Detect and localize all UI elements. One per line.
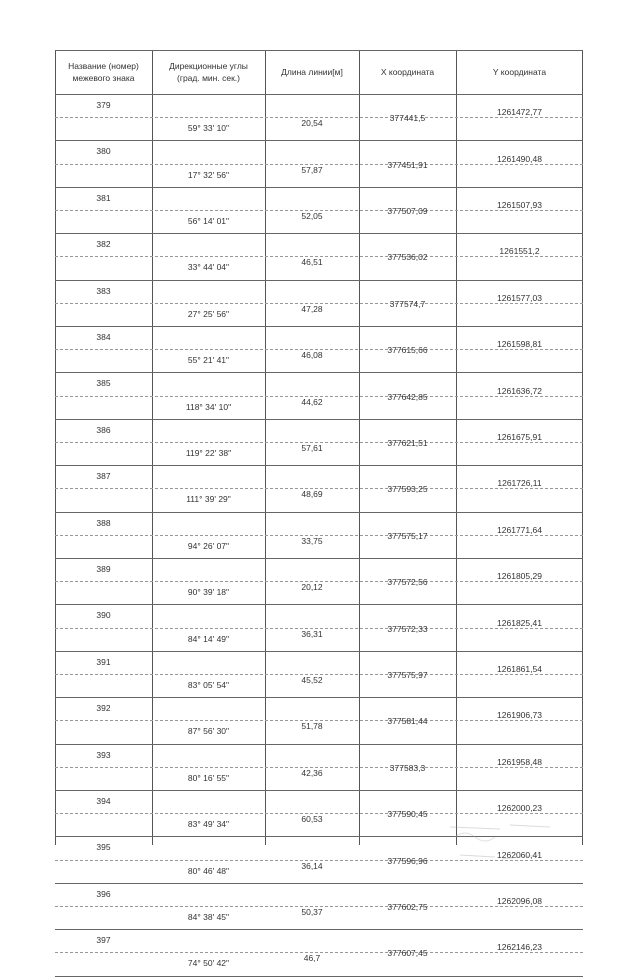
point-y-coordinate: 1261825,41 <box>497 617 542 628</box>
point-y-coordinate: 1261805,29 <box>497 571 542 582</box>
segment-direction-angle: 111° 39' 29" <box>186 494 231 505</box>
header-y: Y координата <box>492 67 547 77</box>
point-name: 380 <box>96 146 111 157</box>
header-name: Название (номер) межевого знака <box>68 61 139 83</box>
point-y-coordinate: 1261771,64 <box>497 524 542 535</box>
segment-length: 42,36 <box>301 767 323 778</box>
point-name: 379 <box>96 100 111 110</box>
point-x-coordinate: 377441,5 <box>389 113 426 124</box>
row-rule <box>55 744 583 745</box>
segment-direction-angle: 94° 26' 07" <box>187 540 230 551</box>
row-rule <box>55 326 583 327</box>
point-y-coordinate: 1261490,48 <box>497 153 542 164</box>
point-name: 392 <box>96 703 111 714</box>
point-y-coordinate: 1261906,73 <box>497 710 542 721</box>
point-name: 383 <box>96 285 111 296</box>
point-y-coordinate: 1261958,48 <box>497 756 542 767</box>
segment-direction-angle: 118° 34' 10" <box>185 401 232 412</box>
point-y-coordinate: 1261726,11 <box>497 478 542 489</box>
segment-length: 45,52 <box>301 675 323 685</box>
row-rule <box>55 233 583 234</box>
point-name: 393 <box>96 749 111 760</box>
row-rule <box>55 372 583 373</box>
point-name: 381 <box>96 192 111 203</box>
segment-direction-angle: 56° 14' 01" <box>187 216 230 226</box>
segment-length: 50,37 <box>301 907 323 917</box>
point-x-coordinate: 377451,91 <box>387 159 428 170</box>
segment-direction-angle: 80° 46' 48" <box>187 865 230 876</box>
point-name: 384 <box>96 332 111 342</box>
header-length: Длина линии[м] <box>281 67 343 77</box>
segment-length: 36,31 <box>301 628 323 639</box>
header-angle: Дирекционные углы (град. мин. сек.) <box>169 61 248 83</box>
point-x-coordinate: 377507,09 <box>387 206 428 216</box>
point-y-coordinate: 1261507,93 <box>497 200 542 210</box>
segment-direction-angle: 80° 16' 55" <box>187 772 230 783</box>
segment-direction-angle: 27° 25' 56" <box>187 308 230 319</box>
segment-direction-angle: 33° 44' 04" <box>187 262 230 273</box>
segment-length: 52,05 <box>301 211 323 221</box>
point-name: 387 <box>96 471 111 482</box>
point-name: 389 <box>96 564 111 574</box>
segment-length: 46,51 <box>301 257 323 268</box>
point-name: 385 <box>96 378 111 389</box>
point-name: 391 <box>96 656 111 667</box>
point-name: 394 <box>96 796 111 806</box>
segment-direction-angle: 59° 33' 10" <box>187 123 230 134</box>
point-x-coordinate: 377621,51 <box>387 438 428 448</box>
point-name: 396 <box>96 888 111 899</box>
point-name: 388 <box>96 517 111 528</box>
point-x-coordinate: 377536,02 <box>387 252 428 263</box>
row-rule <box>55 604 583 605</box>
header-x: X координата <box>380 67 435 77</box>
point-x-coordinate: 377615,66 <box>387 345 428 356</box>
point-x-coordinate: 377575,97 <box>387 670 428 680</box>
row-rule <box>55 558 583 559</box>
row-rule <box>55 651 583 652</box>
point-name: 382 <box>96 239 111 250</box>
point-x-coordinate: 377583,3 <box>389 762 426 773</box>
point-x-coordinate: 377607,45 <box>387 948 428 959</box>
segment-direction-angle: 84° 38' 45" <box>187 912 230 922</box>
segment-direction-angle: 55° 21' 41" <box>187 355 230 366</box>
point-x-coordinate: 377572,56 <box>387 577 428 588</box>
point-y-coordinate: 1261472,77 <box>497 107 542 118</box>
row-rule <box>55 697 583 698</box>
row-rule <box>55 419 583 420</box>
row-rule <box>55 976 583 977</box>
column-rule <box>456 50 457 845</box>
segment-length: 46,7 <box>303 953 321 964</box>
point-x-coordinate: 377572,33 <box>387 623 428 634</box>
segment-length: 57,87 <box>301 164 323 175</box>
point-y-coordinate: 1261551,2 <box>499 246 540 257</box>
segment-length: 20,54 <box>301 118 323 129</box>
segment-length: 46,08 <box>301 350 323 361</box>
segment-direction-angle: 90° 39' 18" <box>187 587 230 598</box>
row-rule <box>55 929 583 930</box>
row-rule <box>55 50 583 51</box>
point-y-coordinate: 1261577,03 <box>497 292 542 303</box>
point-name: 397 <box>96 935 111 946</box>
point-y-coordinate: 1262096,08 <box>497 896 542 906</box>
column-rule <box>582 50 583 845</box>
segment-direction-angle: 83° 05' 54" <box>187 680 230 690</box>
segment-length: 33,75 <box>301 535 323 546</box>
row-rule <box>55 94 583 95</box>
segment-length: 36,14 <box>301 860 323 871</box>
segment-length: 47,28 <box>301 303 323 314</box>
segment-length: 48,69 <box>301 489 323 500</box>
point-y-coordinate: 1261598,81 <box>497 339 542 350</box>
point-y-coordinate: 1261636,72 <box>497 385 542 396</box>
row-rule <box>55 790 583 791</box>
row-rule <box>55 280 583 281</box>
faint-stamp-mark <box>440 815 560 875</box>
boundary-coordinates-table <box>55 50 583 969</box>
point-x-coordinate: 377596,96 <box>387 855 428 866</box>
segment-length: 44,62 <box>301 396 323 407</box>
point-x-coordinate: 377593,25 <box>387 484 428 495</box>
segment-direction-angle: 74° 50' 42" <box>187 958 230 969</box>
row-rule <box>55 883 583 884</box>
point-y-coordinate: 1261675,91 <box>497 432 542 442</box>
point-x-coordinate: 377575,17 <box>387 530 428 541</box>
column-rule <box>55 50 56 845</box>
point-name: 395 <box>96 842 111 853</box>
segment-direction-angle: 119° 22' 38" <box>185 448 232 458</box>
segment-direction-angle: 83° 49' 34" <box>187 819 230 830</box>
segment-direction-angle: 87° 56' 30" <box>187 726 230 737</box>
row-rule <box>55 465 583 466</box>
point-name: 390 <box>96 610 111 621</box>
point-x-coordinate: 377574,7 <box>389 298 426 309</box>
point-name: 386 <box>96 424 111 435</box>
point-y-coordinate: 1262000,23 <box>497 803 542 814</box>
segment-length: 20,12 <box>301 582 323 593</box>
point-x-coordinate: 377590,45 <box>387 809 428 820</box>
point-y-coordinate: 1262146,23 <box>497 942 542 953</box>
point-y-coordinate: 1262060,41 <box>497 849 542 860</box>
segment-length: 60,53 <box>301 814 323 825</box>
point-x-coordinate: 377581,44 <box>387 716 428 727</box>
segment-length: 51,78 <box>301 721 323 732</box>
segment-direction-angle: 17° 32' 56" <box>187 169 230 180</box>
point-x-coordinate: 377602,75 <box>387 902 428 912</box>
point-x-coordinate: 377642,85 <box>387 391 428 402</box>
segment-length: 57,61 <box>301 443 323 453</box>
segment-direction-angle: 84° 14' 49" <box>187 633 230 644</box>
row-rule <box>55 512 583 513</box>
row-rule <box>55 187 583 188</box>
row-rule <box>55 140 583 141</box>
point-y-coordinate: 1261861,54 <box>497 664 542 674</box>
